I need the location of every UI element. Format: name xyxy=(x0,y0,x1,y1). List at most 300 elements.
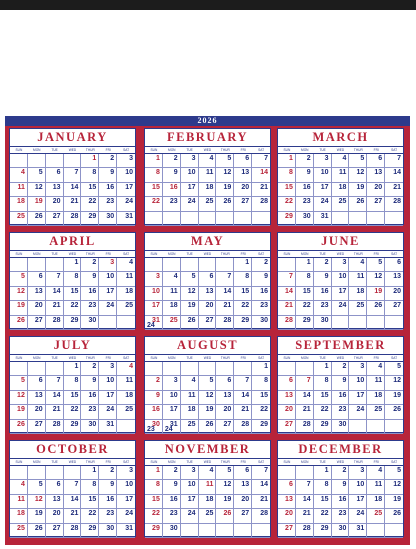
day-number: 12 xyxy=(393,377,401,385)
day-cell xyxy=(278,376,296,390)
day-number: 27 xyxy=(205,316,214,324)
day-cell xyxy=(199,272,217,286)
day-cell xyxy=(181,287,199,301)
calendar-frame xyxy=(5,116,410,545)
day-number: 4 xyxy=(342,155,347,162)
day-cell xyxy=(28,258,46,272)
day-cell xyxy=(46,301,64,315)
day-cell xyxy=(99,183,117,197)
day-number: 7 xyxy=(56,273,61,281)
day-number: 16 xyxy=(320,287,329,295)
weekday-label: THUR xyxy=(85,148,95,152)
day-number: 4 xyxy=(20,481,25,489)
day-cell xyxy=(10,509,28,523)
day-cell xyxy=(117,316,135,330)
day-cell xyxy=(314,272,332,286)
day-number: 9 xyxy=(264,273,268,281)
weekday-label: SUN xyxy=(283,148,291,152)
month-title: JUNE xyxy=(321,234,360,248)
day-cell xyxy=(385,183,403,197)
day-cell xyxy=(46,272,64,286)
day-cell xyxy=(367,524,385,538)
day-cell xyxy=(234,362,252,376)
day-cell xyxy=(99,316,117,330)
day-cell xyxy=(163,405,181,419)
day-cell xyxy=(181,168,199,182)
weekday-label: SUN xyxy=(283,460,291,464)
day-number: 30 xyxy=(169,524,178,532)
day-cell xyxy=(385,405,403,419)
day-cell xyxy=(81,362,99,376)
day-cell xyxy=(367,466,385,480)
day-number: 16 xyxy=(338,391,347,399)
day-cell xyxy=(332,405,350,419)
day-grid xyxy=(145,362,270,434)
day-number: 29 xyxy=(88,212,97,220)
day-number: 23 xyxy=(169,510,178,518)
day-cell xyxy=(199,391,217,405)
day-number: 24 xyxy=(338,302,347,310)
day-number: 5 xyxy=(38,169,43,177)
weekday-label: SAT xyxy=(258,148,265,152)
day-number: 13 xyxy=(374,169,383,177)
day-number: 10 xyxy=(356,377,365,385)
day-cell xyxy=(145,197,163,211)
day-number: 5 xyxy=(227,155,232,162)
day-number: 17 xyxy=(125,183,133,191)
day-cell xyxy=(216,287,234,301)
day-number: 12 xyxy=(17,391,25,399)
day-number: 12 xyxy=(205,391,214,399)
day-cell xyxy=(332,287,350,301)
day-number: 1 xyxy=(324,467,329,474)
day-number: 23 xyxy=(338,406,347,414)
day-cell xyxy=(199,197,217,211)
day-number: 12 xyxy=(34,495,43,503)
day-cell xyxy=(199,524,217,538)
weekday-label: WED xyxy=(336,252,345,256)
day-number: 13 xyxy=(205,287,214,295)
day-cell xyxy=(332,272,350,286)
day-number: 15 xyxy=(70,391,79,399)
day-cell xyxy=(252,466,270,480)
day-cell xyxy=(278,509,296,523)
day-cell xyxy=(163,316,181,330)
day-number: 31 xyxy=(125,212,133,220)
day-cell xyxy=(278,272,296,286)
day-number: 28 xyxy=(70,212,79,220)
day-cell xyxy=(349,376,367,390)
weekday-label: THUR xyxy=(220,356,230,360)
day-cell xyxy=(278,154,296,168)
day-number: 14 xyxy=(260,481,268,489)
day-cell xyxy=(349,197,367,211)
day-number: 26 xyxy=(34,212,43,220)
day-cell xyxy=(117,362,135,376)
day-number: 2 xyxy=(92,259,97,266)
day-number: 16 xyxy=(152,406,160,414)
weekday-label: SAT xyxy=(391,460,398,464)
day-number: 31 xyxy=(169,420,178,428)
day-number: 23 xyxy=(320,302,329,310)
day-cell xyxy=(99,524,117,538)
day-number: 3 xyxy=(360,363,365,370)
day-cell xyxy=(314,524,332,538)
weekday-label: TUE xyxy=(319,148,326,152)
day-cell xyxy=(81,376,99,390)
weekday-label: SUN xyxy=(15,460,23,464)
day-number: 27 xyxy=(241,198,250,206)
day-number: 24 xyxy=(320,198,329,206)
day-number: 7 xyxy=(288,273,293,281)
day-number: 21 xyxy=(70,510,79,518)
day-number: 12 xyxy=(187,287,196,295)
day-number: 5 xyxy=(378,259,383,266)
day-cell xyxy=(332,212,350,226)
day-number: 1 xyxy=(92,155,97,162)
month-title: FEBRUARY xyxy=(166,130,248,144)
day-number: 4 xyxy=(20,169,25,177)
day-cell xyxy=(199,258,217,272)
day-cell xyxy=(349,480,367,494)
day-number: 20 xyxy=(205,302,214,310)
day-number: 18 xyxy=(125,287,133,295)
day-number: 5 xyxy=(209,377,214,385)
day-cell xyxy=(163,480,181,494)
day-cell xyxy=(216,362,234,376)
day-cell xyxy=(314,301,332,315)
day-number: 10 xyxy=(356,481,365,489)
month-september xyxy=(277,336,404,433)
day-cell xyxy=(64,362,82,376)
day-cell xyxy=(64,154,82,168)
day-number: 22 xyxy=(285,198,293,206)
day-cell xyxy=(163,183,181,197)
day-number: 27 xyxy=(374,198,383,206)
day-number: 1 xyxy=(324,363,329,370)
day-number: 8 xyxy=(324,481,329,489)
day-cell xyxy=(81,420,99,434)
day-cell xyxy=(46,466,64,480)
day-cell xyxy=(349,495,367,509)
day-number: 1 xyxy=(264,363,268,370)
day-cell xyxy=(252,168,270,182)
day-cell xyxy=(349,316,367,330)
day-number: 21 xyxy=(260,495,268,503)
day-number: 23 xyxy=(106,198,115,206)
day-cell xyxy=(349,287,367,301)
day-number: 22 xyxy=(88,198,97,206)
day-cell xyxy=(28,405,46,419)
day-cell xyxy=(64,495,82,509)
day-number: 20 xyxy=(241,495,250,503)
day-cell xyxy=(199,420,217,434)
weekday-label: FRI xyxy=(105,148,111,152)
day-number: 25 xyxy=(374,406,383,414)
day-number: 29 xyxy=(320,524,329,532)
day-cell xyxy=(199,376,217,390)
day-cell xyxy=(332,154,350,168)
day-number: 11 xyxy=(206,169,214,177)
day-number: 22 xyxy=(152,510,160,518)
day-number: 13 xyxy=(34,391,43,399)
day-cell xyxy=(234,420,252,434)
day-cell xyxy=(367,258,385,272)
day-cell xyxy=(332,466,350,480)
weekday-label: FRI xyxy=(105,460,111,464)
day-number: 17 xyxy=(338,287,347,295)
day-cell xyxy=(81,168,99,182)
day-cell xyxy=(332,495,350,509)
day-cell xyxy=(163,420,181,434)
day-grid xyxy=(278,466,403,538)
day-cell xyxy=(385,287,403,301)
day-number: 10 xyxy=(169,391,178,399)
month-title: JANUARY xyxy=(37,130,108,144)
day-cell xyxy=(64,258,82,272)
day-number: 21 xyxy=(285,302,293,310)
day-number: 15 xyxy=(302,287,311,295)
day-cell xyxy=(367,183,385,197)
day-number: 21 xyxy=(302,406,311,414)
day-number-twin: 24 xyxy=(164,425,173,433)
day-cell xyxy=(46,495,64,509)
day-cell xyxy=(252,212,270,226)
day-cell xyxy=(234,183,252,197)
day-number: 19 xyxy=(205,406,214,414)
day-number: 19 xyxy=(393,391,401,399)
day-number: 7 xyxy=(264,155,268,162)
month-title: MAY xyxy=(190,234,225,248)
day-number: 30 xyxy=(88,316,97,324)
day-cell xyxy=(181,509,199,523)
day-number: 29 xyxy=(285,212,293,220)
day-cell xyxy=(252,376,270,390)
day-cell xyxy=(46,480,64,494)
day-cell xyxy=(81,480,99,494)
day-cell xyxy=(181,197,199,211)
day-number: 4 xyxy=(173,273,178,281)
day-number: 18 xyxy=(187,406,196,414)
day-cell xyxy=(216,212,234,226)
day-number: 18 xyxy=(374,495,383,503)
day-number: 9 xyxy=(173,481,178,489)
day-number: 22 xyxy=(70,302,79,310)
day-cell xyxy=(332,301,350,315)
day-cell xyxy=(349,154,367,168)
day-number: 18 xyxy=(125,391,133,399)
weekday-label: THUR xyxy=(353,252,363,256)
day-cell xyxy=(117,509,135,523)
day-number: 9 xyxy=(306,169,311,177)
weekday-label: MON xyxy=(168,148,176,152)
weekday-label: WED xyxy=(68,356,77,360)
day-cell xyxy=(332,197,350,211)
day-cell xyxy=(234,524,252,538)
day-number: 27 xyxy=(241,510,250,518)
day-cell xyxy=(117,495,135,509)
weekday-label: THUR xyxy=(85,252,95,256)
day-number: 3 xyxy=(191,155,196,162)
day-number: 7 xyxy=(397,155,401,162)
day-number: 22 xyxy=(241,302,250,310)
day-cell xyxy=(163,197,181,211)
day-cell xyxy=(234,376,252,390)
day-cell xyxy=(252,480,270,494)
day-cell xyxy=(46,183,64,197)
day-number: 20 xyxy=(34,302,43,310)
day-cell xyxy=(252,420,270,434)
day-cell xyxy=(10,168,28,182)
day-cell xyxy=(10,420,28,434)
day-cell xyxy=(314,168,332,182)
day-number: 26 xyxy=(17,420,25,428)
day-cell xyxy=(10,524,28,538)
day-number: 24 xyxy=(187,510,196,518)
day-number: 15 xyxy=(70,287,79,295)
day-cell xyxy=(181,258,199,272)
day-cell xyxy=(46,405,64,419)
day-number: 15 xyxy=(320,391,329,399)
day-number: 28 xyxy=(223,316,232,324)
day-number: 10 xyxy=(125,481,133,489)
day-number: 28 xyxy=(260,510,268,518)
day-cell xyxy=(234,316,252,330)
day-cell xyxy=(117,183,135,197)
day-cell xyxy=(216,466,234,480)
day-cell xyxy=(81,301,99,315)
day-number: 23 xyxy=(88,406,97,414)
day-cell xyxy=(349,405,367,419)
day-number: 17 xyxy=(125,495,133,503)
day-cell xyxy=(314,258,332,272)
day-cell xyxy=(349,524,367,538)
weekday-label: TUE xyxy=(186,148,193,152)
month-title: MARCH xyxy=(312,130,369,144)
day-cell xyxy=(216,168,234,182)
day-cell xyxy=(234,495,252,509)
day-cell xyxy=(296,197,314,211)
day-cell xyxy=(81,287,99,301)
day-number: 23 xyxy=(88,302,97,310)
day-cell xyxy=(28,495,46,509)
day-number: 1 xyxy=(155,467,160,474)
day-number: 15 xyxy=(260,391,268,399)
day-cell xyxy=(81,405,99,419)
weekday-label: SUN xyxy=(150,252,158,256)
day-cell xyxy=(64,183,82,197)
day-cell xyxy=(145,495,163,509)
weekday-label: TUE xyxy=(51,460,58,464)
weekday-label: SAT xyxy=(123,148,130,152)
day-number: 8 xyxy=(92,481,97,489)
day-number: 17 xyxy=(106,391,115,399)
day-number: 22 xyxy=(302,302,311,310)
day-number: 4 xyxy=(209,467,214,474)
day-cell xyxy=(99,197,117,211)
day-number: 13 xyxy=(285,495,293,503)
day-cell xyxy=(216,376,234,390)
day-number: 31 xyxy=(125,524,133,532)
day-cell xyxy=(99,391,117,405)
day-number: 25 xyxy=(169,316,178,324)
weekday-label: MON xyxy=(33,460,41,464)
day-cell xyxy=(367,316,385,330)
day-cell xyxy=(349,420,367,434)
day-cell xyxy=(99,362,117,376)
weekday-label: FRI xyxy=(105,356,111,360)
weekday-label: FRI xyxy=(105,252,111,256)
day-number: 10 xyxy=(187,169,196,177)
day-cell xyxy=(117,466,135,480)
day-number: 14 xyxy=(302,391,311,399)
day-number: 7 xyxy=(56,377,61,385)
day-cell xyxy=(252,509,270,523)
day-cell xyxy=(46,376,64,390)
day-cell xyxy=(296,405,314,419)
weekday-header xyxy=(145,354,270,362)
day-cell xyxy=(117,258,135,272)
day-number: 6 xyxy=(227,377,232,385)
month-june xyxy=(277,232,404,329)
day-cell xyxy=(314,391,332,405)
day-number: 11 xyxy=(339,169,347,177)
day-cell xyxy=(252,391,270,405)
day-cell xyxy=(278,495,296,509)
day-number: 7 xyxy=(74,481,79,489)
day-number: 14 xyxy=(302,495,311,503)
weekday-label: THUR xyxy=(85,460,95,464)
day-number: 8 xyxy=(324,377,329,385)
day-grid xyxy=(145,154,270,226)
day-number: 26 xyxy=(223,198,232,206)
day-cell xyxy=(99,301,117,315)
day-number: 11 xyxy=(188,391,196,399)
day-cell xyxy=(199,168,217,182)
day-cell xyxy=(367,287,385,301)
day-number: 17 xyxy=(106,287,115,295)
month-title: APRIL xyxy=(49,234,96,248)
day-number: 19 xyxy=(17,302,25,310)
day-cell xyxy=(81,272,99,286)
day-number: 14 xyxy=(223,287,232,295)
day-cell xyxy=(296,212,314,226)
day-cell xyxy=(314,376,332,390)
day-cell xyxy=(252,405,270,419)
day-cell xyxy=(332,480,350,494)
day-cell xyxy=(81,524,99,538)
day-number: 2 xyxy=(264,259,268,266)
day-cell xyxy=(28,212,46,226)
day-number: 6 xyxy=(56,169,61,177)
day-cell xyxy=(385,391,403,405)
day-cell xyxy=(46,316,64,330)
day-cell xyxy=(349,212,367,226)
weekday-header xyxy=(278,146,403,154)
day-number: 6 xyxy=(245,155,250,162)
month-august xyxy=(144,336,271,433)
day-cell xyxy=(252,362,270,376)
day-cell xyxy=(367,154,385,168)
day-cell xyxy=(296,509,314,523)
day-cell xyxy=(64,509,82,523)
day-cell xyxy=(117,212,135,226)
day-number: 24 xyxy=(125,198,133,206)
weekday-label: MON xyxy=(301,252,309,256)
day-cell xyxy=(28,287,46,301)
day-number: 7 xyxy=(264,467,268,474)
day-cell xyxy=(367,405,385,419)
